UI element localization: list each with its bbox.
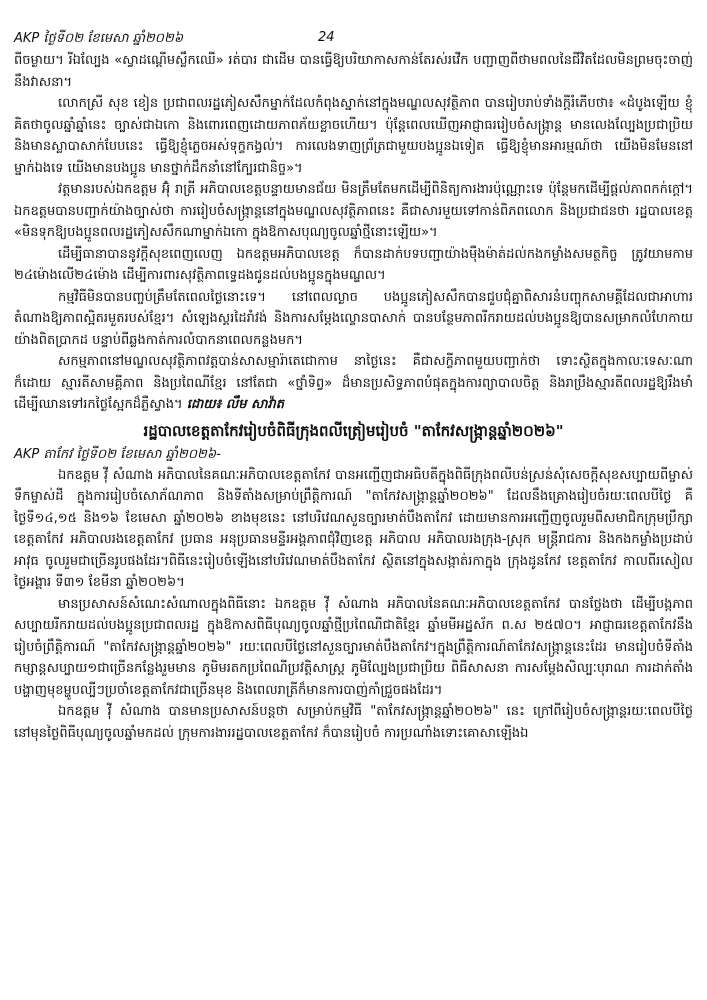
article-2: [14, 420, 693, 745]
article-1-paragraph: ពីចម្ងាយ។ រីឯល្បែង «ស្វាដណ្តើមស្លឹកឈើ» រត់បារ ជាដើម បានធ្វើឱ្យបរិយាកាសកាន់តែរស់រវើក បញ្ជាញពីថាមពលនៃជីវិតដែលមិនព្រមចុះចាញ់នឹងវាសនា។: [14, 53, 693, 90]
article-1-last-paragraph: [14, 351, 693, 416]
article-2-dateline: AKP តាកែវ ថ្ងៃទី០២ ខែមេសា ឆ្នាំ២០២៦-: [14, 446, 221, 462]
article-1-paragraph: វត្តមានរបស់ឯកឧត្តម អ៊ុំ រាត្រី អភិបាលខេត្តបន្ទាយមានជ័យ មិនត្រឹមតែមកដើម្បីពិនិត្យការងារប៉ុណ្ណោះទេ ប៉ុន្តែមកដើម្បីផ្តល់ភាពកក់ក្តៅ។ ឯកឧត្តមបានបញ្ជាក់យ៉ាងច្បាស់ថា ការរៀបចំសង្ក្រាន្តនៅក្នុងមណ្ឌលសុវត្ថិភាពនេះ គឺជាសារមួយទៅកាន់ពិភពលោក និងប្រជាជនថា រដ្ឋបាលខេត្ត «មិនទុកឱ្យបងប្អូនពលរដ្ឋភៀសសឹកណាម្នាក់ឯកោ ក្នុងឱកាសបុណ្យចូលឆ្នាំថ្មីនោះឡើយ»។: [14, 182, 693, 240]
article-1-paragraph: សកម្មភាពនៅមណ្ឌលសុវត្ថិភាពវត្តបាន់សាសម្មារ៉ាតេជោកាម នាថ្ងៃនេះ គឺជាសក្ខីភាពមួយបញ្ជាក់ថា ទោះស្ថិតក្នុងកាលៈទេសៈណាក៏ដោយ ស្មារតីសាមគ្គីភាព និងប្រពៃណីខ្មែរ នៅតែជា «ថ្នាំទិព្វ» ដ៏មានប្រសិទ្ធភាពបំផុតក្នុងការព្យាបាលចិត្ត និងរាប្រឹងស្មារតីពលរដ្ឋឱ្យរឹងមាំ ដើម្បីឈានទៅរកថ្ងៃស្អែកដ៏ភ្លឺស្វាង។: [14, 354, 693, 412]
article-2-paragraph: មានប្រសាសន៍សំណេះសំណាលក្នុងពិធីនោះ ឯកឧត្តម វ៉ី សំណាង អភិបាលនៃគណៈអភិបាលខេត្តតាកែវ បានថ្លែងថា ដើម្បីបង្កភាពសប្បាយរីករាយដល់បងប្អូនប្រជាពលរដ្ឋ ក្នុងឱកាសពិធីបុណ្យចូលឆ្នាំថ្មីប្រពៃណីជាតិខ្មែរ ឆ្នាំមមីអដ្ឋស័ក ព.ស ២៥៧០។ អាជ្ញាធរខេត្តតាកែវនឹងរៀបចំព្រឹត្តិការណ៍ "តាកែវសង្ក្រាន្តឆ្នាំ២០២៦" រយៈពេលបីថ្ងៃនៅសួនច្បារមាត់បឹងតាកែវ។ក្នុងព្រឹត្តិការណ៍តាកែវសង្ក្រាន្តនេះដែរ មានរៀបចំទីតាំងកម្សាន្តសប្បាយ១ជាច្រើនកន្លែងរួមមាន ភូមិមរតកប្រពៃណីប្រវត្តិសាស្ត្រ ភូមិល្បែងប្រជាប្រិយ ពិធីសាសនា ការសម្តែងសិល្បៈបុរាណ ការដាក់តាំងបង្ហាញមុខម្ហូបល្បីៗប្រចាំខេត្តតាកែវជាច្រើនមុខ និងពេលរាត្រីក៏មានការបាញ់កាំជ្រួចផងដែរ។: [14, 596, 693, 698]
page-number: 24: [318, 30, 335, 45]
article-2-paragraph: ឯកឧត្តម វ៉ី សំណាង អភិបាលនៃគណៈអភិបាលខេត្តតាកែវ បានអញ្ជើញជាអធិបតីក្នុងពិធីក្រុងពលីបន់ស្រន់សុំសេចក្តីសុខសប្បាយពីម្ចាស់ទឹកម្ចាស់ដី ក្នុងការរៀបចំសោភ័ណភាព និងទីតាំងសម្រាប់ព្រឹត្តិការណ៍ "តាកែវសង្ក្រាន្តឆ្នាំ២០២៦" ដែលនឹងគ្រោងរៀបចំរយៈពេលបីថ្ងៃ គឺថ្ងៃទី១៤,១៥ និង១៦ ខែមេសា ឆ្នាំ២០២៦ ខាងមុខនេះ នៅបរិវេណសួនច្បារមាត់បឹងតាកែវ ដោយមានការអញ្ជើញចូលរួមពីសមាជិកក្រុមប្រឹក្សាខេត្តតាកែវ អភិបាលរងខេត្តតាកែវ ប្រធាន អនុប្រធានមន្ទីរអង្គភាពជុំវិញខេត្ត អភិបាល អភិបាលរងក្រុង-ស្រុក មន្ត្រីរាជការ និងកងកម្លាំងប្រដាប់អាវុធ ចូលរួមជាច្រើនរូបផងដែរ។ពិធីនេះរៀបចំឡើងនៅបរិវេណមាត់បឹងតាកែវ ស្ថិតនៅក្នុងសង្កាត់រកាក្នុង ក្រុងដូនកែវ ខេត្តតាកែវ កាលពីរសៀលថ្ងៃអង្គារ ទី៣១ ខែមីនា ឆ្នាំ២០២៦។: [14, 467, 693, 590]
page-header: [14, 30, 693, 50]
header-dateline: AKP ថ្ងៃទី០២ ខែមេសា ឆ្នាំ២០២៦: [14, 31, 184, 46]
article-2-paragraph: ឯកឧត្តម វ៉ី សំណាង បានមានប្រសាសន៍បន្តថា សម្រាប់កម្មវិធី "តាកែវសង្ក្រាន្តឆ្នាំ២០២៦" នេះ ក្រៅពីរៀបចំសង្ក្រាន្តរយៈពេលបីថ្ងៃ នៅមុនថ្ងៃពិធីបុណ្យចូលឆ្នាំមកដល់ ក្រុមការងាររដ្ឋបាលខេត្តតាកែវ ក៏បានរៀបចំ ការប្រណាំងទោះគោសាឡើងឯ: [14, 704, 693, 741]
article-1-paragraph: លោកស្រី សុខ ខៀន ប្រជាពលរដ្ឋភៀសសឹកម្នាក់ដែលកំពុងស្នាក់នៅក្នុងមណ្ឌលសុវត្ថិភាព បានរៀបរាប់ទាំងក្តីរំភើបថា៖ «ដំបូងឡើយ ខ្ញុំគិតថាចូលឆ្នាំឆ្នាំនេះ ច្បាស់ជាឯកោ និងពោរពេញដោយភាពភ័យខ្លាចហើយ។ ប៉ុន្តែពេលឃើញអាជ្ញាធររៀបចំសង្ក្រាន្ត មានលេងល្បែងប្រជាប្រិយ និងមានស្លាបាសាក់បែបនេះ ធ្វើឱ្យខ្ញុំភ្លេចអស់ទុក្ខកង្វល់។ ការលេងទាញព្រ័ត្រជាមួយបងប្អូនឯទៀត ធ្វើឱ្យខ្ញុំមានអារម្មណ៍ថា យើងមិនមែននៅម្នាក់ឯងទេ យើងមានបងប្អូន មានថ្នាក់ដឹកនាំនៅក្បែរជានិច្ច»។: [14, 96, 693, 176]
article-1-paragraph: ដើម្បីធានាបាននូវក្តីសុខពេញលេញ ឯកឧត្តមអភិបាលខេត្ត ក៏បានដាក់បទបញ្ជាយ៉ាងម៉ឺងម៉ាត់ដល់កងកម្លាំងសមត្ថកិច្ច ត្រូវយាមកាម ២៤ម៉ោងលើ២៤ម៉ោង ដើម្បីការពារសុវត្ថិភាពទ្វេដងជូនដល់បងប្អូនក្នុងមណ្ឌល។: [14, 246, 693, 283]
article-2-headline: រដ្ឋបាលខេត្តតាកែវរៀបចំពិធីក្រុងពលីត្រៀមរៀបចំ "តាកែវសង្ក្រាន្តឆ្នាំ២០២៦": [143, 421, 564, 440]
article-1-byline: ដោយ៖ លឹម សាវ៉ាត: [186, 397, 285, 412]
article-1-paragraph: កម្មវិធីមិនបានបញ្ចប់ត្រឹមតែពេលថ្ងៃនោះទេ។ នៅពេលល្ងាច បងប្អូនភៀសសឹកបានជួបជុំគ្នាពិសារនំបញ្ចុកសាមគ្គីដែលជាអាហារតំណាងឱ្យភាពស្អិតរមួតរបស់ខ្មែរ។ សំឡេងស្គរដៃរាំវង់ និងការសម្តែងល្ខោនបាសាក់ បានបន្ថែមភាពរីករាយដល់បងប្អូនឱ្យបានសម្រាកលំហែកាយយ៉ាងពិតប្រាកដ បន្ទាប់ពីឆ្លងកាត់ការលំបាកនាពេលកន្លងមក។: [14, 289, 693, 348]
article-1: [14, 50, 693, 416]
